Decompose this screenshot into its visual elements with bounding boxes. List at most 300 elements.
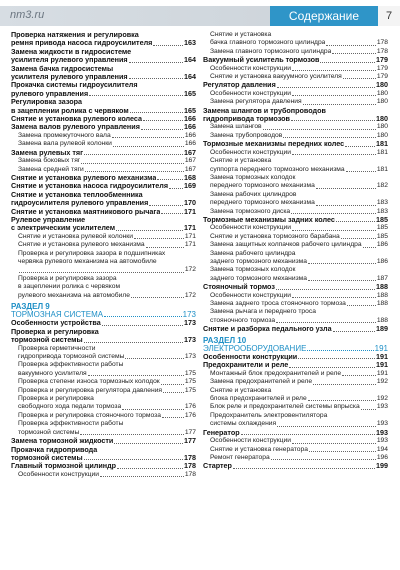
dot-leader [292,70,376,71]
toc-page-number: 179 [376,55,388,65]
toc-entry-title: Стояночный тормоз [203,283,275,292]
toc-entry[interactable] [11,123,196,131]
toc-entry-title: в зацеплении ролика с червяком [11,106,129,115]
toc-entry-title: тормозной системы [11,453,83,462]
dot-leader [292,154,376,155]
toc-entry-line: Замена шлангов и трубопроводов [203,105,326,115]
dot-leader [292,230,376,231]
toc-entry-line: Снятие и установка [210,386,272,394]
toc-page-number: 177 [184,436,196,446]
toc-page-number: 189 [376,324,388,334]
toc-entry-line: Замена тормозных колодок [210,173,296,181]
toc-entry-title: Замена тормозного диска [210,207,291,215]
toc-entry-title: Снятие и установка вакуумного усилителя [210,73,342,81]
toc-entry[interactable] [11,166,196,174]
toc-entry[interactable] [11,292,196,300]
toc-entry[interactable] [11,471,196,479]
toc-entry[interactable] [203,370,388,378]
toc-page-number: 165 [184,105,196,115]
toc-entry[interactable] [11,115,196,123]
dot-leader [277,87,375,88]
dot-leader [134,238,184,239]
toc-entry-title: Замена защитных колпачков рабочего цилиндра [210,241,362,249]
toc-entry[interactable] [203,56,388,64]
toc-page-number: 188 [376,316,388,324]
toc-entry[interactable] [203,361,388,369]
toc-page-number: 166 [184,131,196,139]
toc-entry-title: тормозной системы [18,428,80,436]
toc-page-number: 193 [376,420,388,428]
dot-leader [102,325,183,326]
toc-entry-title: Особенности конструкции [210,437,291,445]
toc-page-number: 179 [376,64,388,72]
dot-leader [316,188,376,189]
dot-leader [146,247,184,248]
toc-page-number: 164 [184,72,196,82]
toc-entry-title: Снятие и установка рулевой колонки [18,232,133,240]
toc-entry-title: Проверка степени износа тормозных колодок [18,378,160,386]
toc-page-number: 177 [184,428,196,436]
toc-entry-line: Проверка и регулировка [18,395,94,403]
toc-entry-line: червяка рулевого механизма на автомобиле [18,257,157,265]
toc-page-number: 178 [184,452,196,462]
toc-entry[interactable] [203,462,388,470]
toc-entry[interactable] [11,370,196,378]
toc-page-number: 175 [184,378,196,386]
toc-page-number: 191 [376,369,388,377]
dot-leader [276,322,376,323]
toc-entry-title: заднего тормозного механизма [210,257,307,265]
toc-entry-title: Замена промежуточного вала [18,131,111,139]
toc-entry[interactable] [203,292,388,300]
toc-entry[interactable] [203,454,388,462]
toc-entry-title: Замена главного тормозного цилиндра [210,47,332,55]
dot-leader [122,409,184,410]
toc-entry[interactable] [203,65,388,73]
toc-entry[interactable] [203,140,388,148]
page-header [0,0,400,30]
toc-page-number: 163 [184,38,196,48]
dot-leader [307,350,373,351]
toc-entry[interactable] [203,208,388,216]
toc-entry-title: Особенности конструкции [210,64,291,72]
toc-entry-title: Замена регулятора давления [210,98,302,106]
toc-entry-title: Замена валов рулевого управления [11,123,140,132]
dot-leader [313,384,376,385]
toc-page-number: 196 [376,453,388,461]
toc-entry-title: гидропривода тормозов [203,115,290,124]
toc-entry-title: свободного хода педали тормоза [18,403,122,411]
toc-page-number: 191 [376,360,388,370]
toc-entry-title: Тормозные механизмы передних колес [203,140,345,149]
toc-entry-title: Замена рулевых тяг [11,148,84,157]
toc-entry[interactable] [11,403,196,411]
toc-entry-line: Замена бачка гидросистемы [11,63,114,73]
toc-page-number: 183 [376,199,388,207]
toc-entry[interactable] [203,81,388,89]
toc-entry-line: Проверка и регулировка зазора [18,274,117,282]
toc-entry[interactable] [11,454,196,462]
toc-page-number: 180 [376,98,388,106]
dot-leader [326,45,375,46]
dot-leader [283,137,376,138]
dot-leader [129,62,183,63]
dot-leader [346,171,376,172]
toc-entry[interactable] [203,132,388,140]
toc-entry[interactable] [203,216,388,224]
toc-entry[interactable] [11,199,196,207]
dot-leader [291,213,376,214]
dot-leader [309,451,376,452]
toc-entry-title: Снятие и установка тормозного барабана [210,232,340,240]
toc-entry-title: стояночного тормоза [210,316,276,324]
dot-leader [84,154,183,155]
toc-page-number: 191 [374,343,388,353]
toc-entry[interactable] [203,395,388,403]
toc-entry-line: Прокачка гидропривода [11,444,98,454]
dot-leader [276,289,375,290]
toc-page-number: 173 [184,353,196,361]
dot-leader [233,468,375,469]
dot-leader [149,205,183,206]
toc-entry[interactable] [203,199,388,207]
toc-entry-title: Особенности устройства [11,319,101,328]
dot-leader [292,443,376,444]
toc-entry-title: Снятие и установка рулевого механизма [11,173,157,182]
toc-page-number: 173 [182,310,196,319]
section-heading: РАЗДЕЛ 9 [11,302,50,311]
toc-entry-title: Вакуумный усилитель тормозов [203,56,320,65]
toc-entry[interactable] [11,462,196,470]
toc-entry-line: Проверка герметичности [18,344,96,352]
site-logo: nm3.ru [10,9,45,21]
toc-page-number: 188 [376,282,388,292]
toc-page-number: 167 [184,147,196,157]
toc-entry-title: Замена тормозной жидкости [11,437,114,446]
toc-entry-title: суппорта переднего тормозного механизма [210,165,345,173]
toc-page-number: 193 [376,403,388,411]
toc-entry-title: Блок реле и предохранителей системы впрыска [210,403,360,411]
toc-page-number: 167 [184,165,196,173]
dot-leader [130,112,183,113]
toc-entry-title: Генератор [203,428,240,437]
toc-page-number: 175 [184,386,196,394]
toc-page-number: 175 [184,369,196,377]
toc-page-number: 171 [184,241,196,249]
toc-entry-title: усилителя рулевого управления [11,56,128,65]
toc-entry-title: системы охлаждения [210,420,277,428]
toc-entry-title: Ремонт генератора [210,453,270,461]
toc-entry-title: Тормозные механизмы задних колес [203,215,335,224]
dot-leader [303,104,376,105]
toc-entry[interactable] [11,174,196,182]
toc-entry-title: Снятие и установка генератора [210,445,308,453]
toc-entry-title: ремня привода насоса гидроусилителя [11,39,153,48]
toc-entry[interactable] [203,115,388,123]
dot-leader [241,434,375,435]
toc-entry[interactable] [11,241,196,249]
toc-page-number: 180 [376,114,388,124]
toc-entry[interactable] [203,345,388,353]
dot-leader [129,78,183,79]
toc-entry[interactable] [11,378,196,386]
dot-leader [89,95,183,96]
toc-page-number: 180 [376,123,388,131]
toc-page-number: 181 [376,165,388,173]
dot-leader [19,272,184,273]
toc-entry-line: Проверка и регулировка зазора в подшипниках [18,249,166,257]
dot-leader [308,400,376,401]
toc-page-number: 181 [376,148,388,156]
dot-leader [308,263,376,264]
toc-page-number: 181 [376,139,388,149]
toc-entry-line: Проверка эффективности работы [18,420,124,428]
toc-entry[interactable] [203,420,388,428]
toc-entry[interactable] [203,224,388,232]
toc-entry[interactable] [203,233,388,241]
toc-entry[interactable] [203,182,388,190]
toc-entry-title: с электрическим усилителем [11,224,116,233]
toc-entry[interactable] [11,149,196,157]
toc-entry-line: Замена жидкости в гидросистеме [11,46,132,56]
dot-leader [161,384,184,385]
section-heading: РАЗДЕЛ 10 [203,335,247,345]
toc-entry-title: Проверка и регулировка стояночного тормоза [18,411,161,419]
toc-page-number: 188 [376,300,388,307]
toc-entry-title: усилителя рулевого управления [11,73,128,82]
toc-page-number: 192 [376,395,388,403]
dot-leader [85,171,184,172]
toc-entry-title: Особенности конструкции [210,224,291,232]
dot-leader [271,459,376,460]
toc-entry[interactable] [11,336,196,344]
dot-leader [114,443,183,444]
toc-entry-line: Регулировка зазора [11,97,83,107]
toc-entry[interactable] [203,39,388,47]
toc-entry-title: Замена средней тяги [18,165,84,173]
dot-leader [343,78,376,79]
dot-leader [100,476,184,477]
dot-leader [277,426,376,427]
toc-entry[interactable] [11,107,196,115]
toc-entry-title: рулевого управления [11,89,89,98]
toc-entry[interactable] [203,353,388,361]
toc-entry[interactable] [203,429,388,437]
toc-entry-title: Проверка и регулировка регулятора давления [18,386,163,394]
toc-entry-title: Стартер [203,462,232,471]
toc-page-number: 168 [184,172,196,182]
toc-entry[interactable] [203,403,388,411]
toc-entry-title: рулевого механизма на автомобиле [18,291,130,299]
dot-leader [291,120,375,121]
toc-page-number: 173 [184,318,196,328]
toc-page-number: 172 [184,266,196,274]
toc-entry-title: Особенности конструкции [210,148,291,156]
toc-entry-title: переднего тормозного механизма [210,199,315,207]
toc-page-number: 166 [184,122,196,132]
dot-leader [131,297,184,298]
toc-entry-title: Главный тормозной цилиндр [11,462,117,471]
toc-entry[interactable] [203,437,388,445]
dot-leader [163,392,184,393]
toc-column-left [11,31,196,479]
toc-entry-title: Замена заднего троса стояночного тормоза [210,300,346,307]
toc-entry-title: Снятие и разборка педального узла [203,325,332,334]
toc-page-number: 182 [376,182,388,190]
toc-entry-line: Проверка эффективности работы [18,361,124,369]
toc-page-number: 183 [376,207,388,215]
toc-entry-title: Замена трубопроводов [210,131,283,139]
toc-entry[interactable] [11,224,196,232]
toc-entry[interactable] [11,233,196,241]
toc-entry[interactable] [11,429,196,437]
toc-page-number: 191 [376,352,388,362]
toc-page-number: 171 [184,223,196,233]
dot-leader [363,247,376,248]
toc-entry-title: Снятие и установка рулевого колеса [11,115,142,124]
toc-entry-line: Предохранитель электровентилятора [210,411,328,419]
toc-entry-title: Снятие и установка насоса гидроусилителя [11,182,169,191]
dot-leader [289,367,375,368]
toc-entry[interactable] [203,48,388,56]
toc-entry[interactable] [203,275,388,283]
toc-entry-line: Проверка натяжения и регулировка [11,30,139,39]
dot-leader [141,129,183,130]
dot-leader [332,53,375,54]
dot-leader [143,120,183,121]
toc-entry-line: Снятие и установка теплообменника [11,189,143,199]
toc-entry[interactable] [203,149,388,157]
toc-page-number: 170 [184,198,196,208]
toc-page-number: 176 [184,403,196,411]
dot-leader [157,179,183,180]
dot-leader [342,375,376,376]
dot-leader [153,45,183,46]
section-title: Содержание [270,6,378,26]
toc-entry-line: Прокачка системы гидроусилителя [11,80,138,90]
toc-page-number: 179 [376,73,388,81]
toc-entry[interactable] [203,123,388,131]
toc-entry-line: Замена рабочего цилиндра [210,249,296,257]
toc-entry[interactable] [203,258,388,266]
toc-entry[interactable] [203,378,388,386]
toc-page-number: 186 [376,241,388,249]
toc-entry-line: Проверка и регулировка [11,326,99,336]
toc-entry-title: вакуумного усилителя [18,369,87,377]
toc-entry-line: Снятие и установка [210,31,272,38]
toc-page-number: 166 [184,140,196,148]
dot-leader [347,305,376,306]
toc-entry-title: Регулятор давления [203,81,276,90]
toc-entry[interactable] [203,317,388,325]
toc-page-number: 178 [184,461,196,471]
toc-page-number: 178 [376,39,388,47]
toc-page-number: 176 [184,411,196,419]
toc-entry-title: Замена боковых тяг [18,157,81,165]
dot-leader [333,331,375,332]
toc-entry[interactable] [203,90,388,98]
toc-page-number: 165 [184,88,196,98]
toc-entry-title: ЭЛЕКТРООБОРУДОВАНИЕ [203,344,307,353]
toc-entry-title: Особенности конструкции [203,353,298,362]
dot-leader [117,468,183,469]
toc-entry[interactable] [203,325,388,333]
dot-leader [84,459,183,460]
toc-entry[interactable] [203,166,388,174]
toc-entry-title: Особенности конструкции [18,470,99,478]
toc-entry-title: заднего тормозного механизма [210,274,307,282]
toc-page-number: 166 [184,114,196,124]
toc-page-number: 164 [184,55,196,65]
toc-page-number: 180 [376,80,388,90]
dot-leader [81,163,184,164]
toc-entry-title: Замена шлангов [210,123,262,131]
toc-entry-title: Предохранители и реле [203,361,289,370]
toc-entry[interactable] [11,387,196,395]
toc-entry[interactable] [203,300,388,308]
dot-leader [361,409,376,410]
dot-leader [116,230,183,231]
dot-leader [336,221,375,222]
dot-leader [345,146,375,147]
toc-entry-title: гидропривода тормозной системы [18,353,125,361]
toc-page-number: 185 [376,224,388,232]
dot-leader [113,146,184,147]
toc-page-number: 193 [376,427,388,437]
dot-leader [316,205,376,206]
toc-page-number: 185 [376,214,388,224]
toc-entry[interactable] [203,241,388,249]
toc-page-number: 185 [376,232,388,240]
toc-column-right [203,31,388,471]
toc-page-number: 169 [184,181,196,191]
toc-entry-title: Особенности конструкции [210,89,291,97]
dot-leader [292,95,376,96]
toc-entry-title: бачка главного тормозного цилиндра [210,39,326,47]
dot-leader [88,375,184,376]
dot-leader [298,358,375,359]
toc-entry-line: в зацеплении ролика с червяком [18,283,121,291]
toc-entry-line: Замена рычага и переднего троса [210,308,316,316]
dot-leader [104,316,182,317]
toc-page-number: 178 [376,47,388,55]
toc-page-number: 167 [184,157,196,165]
toc-entry[interactable] [11,132,196,140]
dot-leader [162,417,184,418]
toc-entry-title: Снятие и установка рулевого механизма [18,241,145,249]
toc-entry[interactable] [11,311,196,319]
toc-entry-title: Замена вала рулевой колонки [18,140,112,148]
toc-entry[interactable] [11,157,196,165]
toc-entry-line: Замена рабочих цилиндров [210,190,297,198]
toc-entry[interactable] [203,446,388,454]
toc-entry-line: Снятие и установка [210,157,272,165]
toc-page-number: 192 [376,378,388,386]
dot-leader [169,188,183,189]
toc-page-number: 180 [376,131,388,139]
toc-page-number: 178 [184,470,196,478]
toc-entry-line: Замена тормозных колодок [210,266,296,274]
dot-leader [292,297,376,298]
toc-entry[interactable] [203,283,388,291]
toc-page-number: 171 [184,206,196,216]
toc-page-number: 180 [376,89,388,97]
toc-entry[interactable] [11,140,196,148]
toc-entry[interactable] [11,266,196,274]
toc-entry-title: Монтажный блок предохранителей и реле [210,369,342,377]
toc-entry-title: Снятие и установка маятникового рычага [11,207,161,216]
toc-entry[interactable] [203,73,388,81]
